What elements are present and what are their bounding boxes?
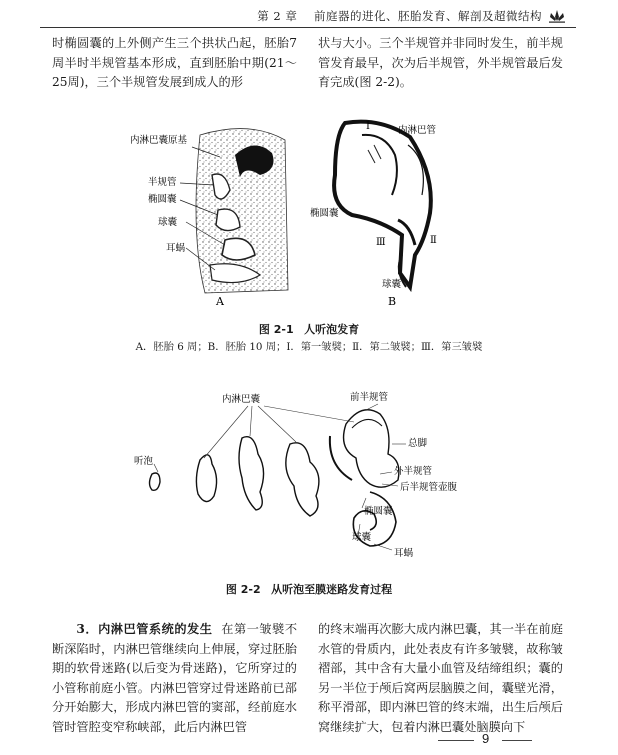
- bottom-left-column: [52, 620, 297, 737]
- figure-2-1-drawing: [130, 115, 490, 315]
- figure-2-2-caption: [0, 581, 618, 597]
- leader-lines: [154, 404, 406, 550]
- figure-2-2-title: 从听泡至膜迷路发育过程: [271, 583, 393, 596]
- footer-rule-left: [438, 740, 474, 741]
- label-b-fold-2: Ⅱ: [430, 235, 437, 246]
- figure-2-1-caption: [0, 321, 618, 337]
- label-anterior-canal: 前半规管: [350, 392, 389, 403]
- development-sequence: [150, 410, 399, 546]
- top-right-paragraph: 状与大小。三个半规管并非同时发生，前半规管发育最早，次为后半规管，外半规管最后发育完成(图 2-2)。: [318, 36, 563, 89]
- bottom-left-body: 在第一皱襞不断深陷时，内淋巴管继续向上伸展，穿过胚胎期的软骨迷路(以后变为骨迷路)，它所穿过的小管称前庭小管。内淋巴管穿过骨迷路前已部分开始膨大，形成内淋巴管的窦部，经前庭水管时管腔变窄称峡部，此后内淋巴管: [52, 622, 298, 734]
- top-left-paragraph: 时椭圆囊的上外侧产生三个拱状凸起，胚胎7周半时半规管基本形成，直到胚胎中期(21～25周)，三个半规管发展到成人的形: [52, 36, 297, 89]
- bottom-left-paragraph: [52, 620, 297, 737]
- panel-b-drawing: [334, 122, 431, 287]
- header-title: 前庭器的进化、胚胎发育、解剖及超微结构: [314, 9, 542, 23]
- label-endolymphatic-sac: 内淋巴囊: [222, 394, 261, 405]
- label-b-fold-1: Ⅰ: [366, 121, 370, 132]
- footer-rule-right: [502, 740, 532, 741]
- header-rule: [40, 27, 576, 28]
- figure-2-2-number: 图 2-2: [225, 583, 261, 596]
- label-posterior-ampulla: 后半规管壶腹: [400, 482, 458, 493]
- label-a-semicircular-canal: 半规管: [148, 177, 177, 188]
- header-chapter: 第 2 章: [257, 9, 298, 23]
- label-cochlea: 耳蜗: [394, 548, 414, 559]
- top-right-column: [318, 34, 563, 93]
- label-b-saccule: 球囊: [382, 279, 402, 290]
- page-number: 9: [482, 731, 490, 746]
- label-a-endolymphatic-primordium: 内淋巴囊原基: [130, 135, 188, 146]
- panel-a-letter: A: [216, 295, 224, 308]
- figure-2-1-title: 人听泡发育: [304, 323, 360, 336]
- label-a-saccule: 球囊: [158, 217, 178, 228]
- bottom-right-paragraph: 的终末端再次膨大成内淋巴囊，其一半在前庭水管的骨质内，此处表皮有许多皱襞，故称皱褶部，其中含有大量小血管及结缔组织；囊的另一半位于颅后窝两层脑膜之间，囊壁光滑，称平滑部，即内淋巴管的终末端，出生后颅后窝继续扩大，包着内淋巴囊处脑膜向下: [318, 622, 563, 734]
- lotus-ornament-icon: [548, 9, 566, 23]
- label-otocyst: 听泡: [134, 456, 154, 467]
- figure-2-2: [130, 388, 490, 568]
- label-a-cochlea: 耳蜗: [166, 243, 186, 254]
- panel-b-letter: B: [388, 295, 397, 308]
- figure-2-1: [130, 115, 490, 315]
- label-saccule: 球囊: [352, 532, 372, 543]
- label-b-endolymphatic-duct: 内淋巴管: [398, 125, 437, 136]
- label-lateral-canal: 外半规管: [394, 466, 433, 477]
- figure-2-1-subcaption: A．胚胎 6 周；B．胚胎 10 周；Ⅰ．第一皱襞；Ⅱ．第二皱襞；Ⅲ．第三皱襞: [135, 341, 483, 353]
- label-b-fold-3: Ⅲ: [376, 237, 386, 248]
- top-left-column: [52, 34, 297, 93]
- label-utricle: 椭圆囊: [364, 506, 393, 517]
- running-header: [40, 8, 576, 26]
- figure-2-2-drawing: [130, 388, 490, 568]
- section-title: 3．内淋巴管系统的发生: [76, 622, 213, 636]
- panel-a-drawing: [180, 129, 288, 293]
- label-a-utricle: 椭圆囊: [148, 194, 177, 205]
- bottom-right-column: [318, 620, 563, 737]
- figure-2-1-number: 图 2-1: [258, 323, 294, 336]
- label-common-crus: 总脚: [408, 438, 428, 449]
- label-b-utricle: 椭圆囊: [310, 208, 339, 219]
